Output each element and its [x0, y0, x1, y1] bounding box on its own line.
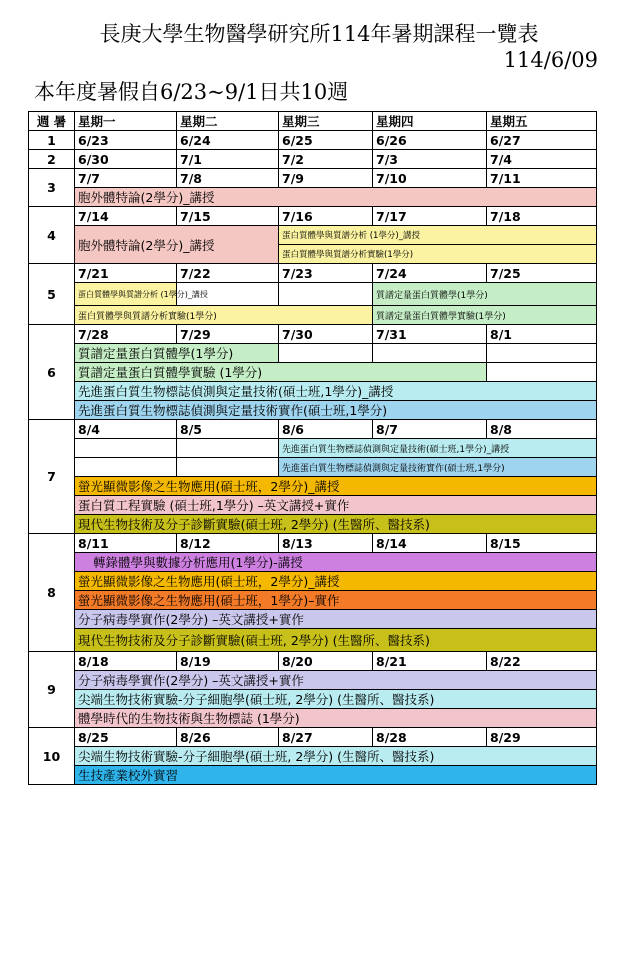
date-cell: 8/25: [75, 728, 177, 747]
week-number: 5: [29, 264, 75, 325]
date-cell: 7/18: [487, 207, 597, 226]
course-cell: 質譜定量蛋白質體學實驗(1學分): [373, 306, 597, 325]
course-cell: 先進蛋白質生物標誌偵測與定量技術實作(碩士班,1學分): [279, 458, 597, 477]
day-header-thu: 星期四: [373, 112, 487, 131]
course-cell: 胞外體特論(2學分)_講授: [75, 188, 597, 207]
date-cell: 8/8: [487, 420, 597, 439]
page-title: 長庚大學生物醫學研究所114年暑期課程一覽表: [99, 22, 539, 46]
date-cell: 7/24: [373, 264, 487, 283]
document-date: 114/6/09: [503, 48, 598, 72]
course-cell: 先進蛋白質生物標誌偵測與定量技術(碩士班,1學分)_講授: [279, 439, 597, 458]
date-cell: 8/18: [75, 652, 177, 671]
date-cell: 8/7: [373, 420, 487, 439]
date-cell: 7/2: [279, 150, 373, 169]
date-cell: 7/9: [279, 169, 373, 188]
day-header-wed: 星期三: [279, 112, 373, 131]
course-cell: 蛋白質體學與質譜分析 (1學分)_講授: [279, 226, 597, 245]
date-cell: 7/31: [373, 325, 487, 344]
date-cell: 8/15: [487, 534, 597, 553]
date-cell: 7/22: [177, 264, 279, 283]
empty-cell: [177, 458, 279, 477]
week-number: 1: [29, 131, 75, 150]
day-header-fri: 星期五: [487, 112, 597, 131]
course-cell: 質譜定量蛋白質體學(1學分): [75, 344, 279, 363]
date-cell: 7/7: [75, 169, 177, 188]
date-cell: 8/12: [177, 534, 279, 553]
date-cell: 7/25: [487, 264, 597, 283]
date-cell: 8/22: [487, 652, 597, 671]
date-cell: 8/4: [75, 420, 177, 439]
semester-subtitle: 本年度暑假自6/23~9/1日共10週: [34, 80, 349, 104]
course-cell: 先進蛋白質生物標誌偵測與定量技術(碩士班,1學分)_講授: [75, 382, 597, 401]
day-header-tue: 星期二: [177, 112, 279, 131]
week-8-row: [29, 534, 597, 553]
course-cell: 現代生物技術及分子診斷實驗(碩士班, 2學分) (生醫所、醫技系): [75, 629, 597, 652]
date-cell: 7/4: [487, 150, 597, 169]
date-cell: 7/10: [373, 169, 487, 188]
date-cell: 8/1: [487, 325, 597, 344]
course-cell: 蛋白質體學與質譜分析 (1學分)_講授: [75, 283, 177, 306]
date-cell: 6/23: [75, 131, 177, 150]
date-cell: 7/3: [373, 150, 487, 169]
course-cell: 螢光顯微影像之生物應用(碩士班，1學分)–實作: [75, 591, 597, 610]
date-cell: 8/19: [177, 652, 279, 671]
course-cell: 質譜定量蛋白質體學(1學分): [373, 283, 597, 306]
week-number: 10: [29, 728, 75, 785]
date-cell: 7/30: [279, 325, 373, 344]
course-cell: 蛋白質體學與質譜分析實驗(1學分): [75, 306, 373, 325]
date-cell: 8/11: [75, 534, 177, 553]
empty-cell: [177, 439, 279, 458]
date-cell: 7/8: [177, 169, 279, 188]
date-cell: 8/20: [279, 652, 373, 671]
course-cell: 分子病毒學實作(2學分) –英文講授+實作: [75, 671, 597, 690]
course-cell: 質譜定量蛋白質體學實驗 (1學分): [75, 363, 487, 382]
date-cell: 7/11: [487, 169, 597, 188]
date-cell: 8/28: [373, 728, 487, 747]
course-cell: 現代生物技術及分子診斷實驗(碩士班, 2學分) (生醫所、醫技系): [75, 515, 597, 534]
date-cell: 8/6: [279, 420, 373, 439]
week-1-row: [29, 131, 597, 150]
date-cell: 7/16: [279, 207, 373, 226]
week-number: 4: [29, 207, 75, 264]
week-4-row: [29, 207, 597, 226]
day-header-mon: 星期一: [75, 112, 177, 131]
date-cell: 7/1: [177, 150, 279, 169]
week-number: 6: [29, 325, 75, 420]
week-10-row: [29, 728, 597, 747]
date-cell: 7/21: [75, 264, 177, 283]
date-cell: 6/27: [487, 131, 597, 150]
date-cell: 6/26: [373, 131, 487, 150]
date-cell: 8/21: [373, 652, 487, 671]
date-cell: 7/29: [177, 325, 279, 344]
date-cell: 7/15: [177, 207, 279, 226]
week-number: 7: [29, 420, 75, 534]
course-cell: 生技產業校外實習: [75, 766, 597, 785]
course-cell: 蛋白質工程實驗 (碩士班,1學分) –英文講授+實作: [75, 496, 597, 515]
week-number: 2: [29, 150, 75, 169]
course-cell: 螢光顯微影像之生物應用(碩士班，2學分)_講授: [75, 477, 597, 496]
week-3-row: [29, 169, 597, 188]
week-header: 週 暑: [29, 112, 75, 131]
header-row: [29, 112, 597, 131]
date-cell: 8/13: [279, 534, 373, 553]
date-cell: 7/23: [279, 264, 373, 283]
empty-cell: [373, 344, 487, 363]
date-cell: 8/5: [177, 420, 279, 439]
week-5-row: [29, 264, 597, 283]
date-cell: 7/28: [75, 325, 177, 344]
course-cell: 體學時代的生物技術與生物標誌 (1學分): [75, 709, 597, 728]
empty-cell: [279, 283, 373, 306]
course-cell: 先進蛋白質生物標誌偵測與定量技術實作(碩士班,1學分): [75, 401, 597, 420]
course-cell: 轉錄體學與數據分析應用(1學分)-講授: [75, 553, 597, 572]
week-number: 8: [29, 534, 75, 652]
week-number: 9: [29, 652, 75, 728]
date-cell: 8/27: [279, 728, 373, 747]
course-cell: 尖端生物技術實驗-分子細胞學(碩士班, 2學分) (生醫所、醫技系): [75, 690, 597, 709]
course-cell: 蛋白質體學與質譜分析實驗(1學分): [279, 245, 597, 264]
empty-cell: [75, 439, 177, 458]
date-cell: 8/26: [177, 728, 279, 747]
date-cell: 7/14: [75, 207, 177, 226]
date-cell: 8/29: [487, 728, 597, 747]
week-9-row: [29, 652, 597, 671]
date-cell: 6/25: [279, 131, 373, 150]
date-cell: 7/17: [373, 207, 487, 226]
course-cell: 分子病毒學實作(2學分) –英文講授+實作: [75, 610, 597, 629]
empty-cell: [487, 363, 597, 382]
date-cell: 8/14: [373, 534, 487, 553]
course-cell: 螢光顯微影像之生物應用(碩士班，2學分)_講授: [75, 572, 597, 591]
date-cell: 6/30: [75, 150, 177, 169]
schedule-table: [28, 111, 597, 785]
week-6-row: [29, 325, 597, 344]
empty-cell: [487, 344, 597, 363]
week-number: 3: [29, 169, 75, 207]
week-7-row: [29, 420, 597, 439]
week-2-row: [29, 150, 597, 169]
empty-cell: [75, 458, 177, 477]
course-cell: 尖端生物技術實驗-分子細胞學(碩士班, 2學分) (生醫所、醫技系): [75, 747, 597, 766]
course-cell: 胞外體特論(2學分)_講授: [75, 226, 279, 264]
date-cell: 6/24: [177, 131, 279, 150]
empty-cell: [279, 344, 373, 363]
